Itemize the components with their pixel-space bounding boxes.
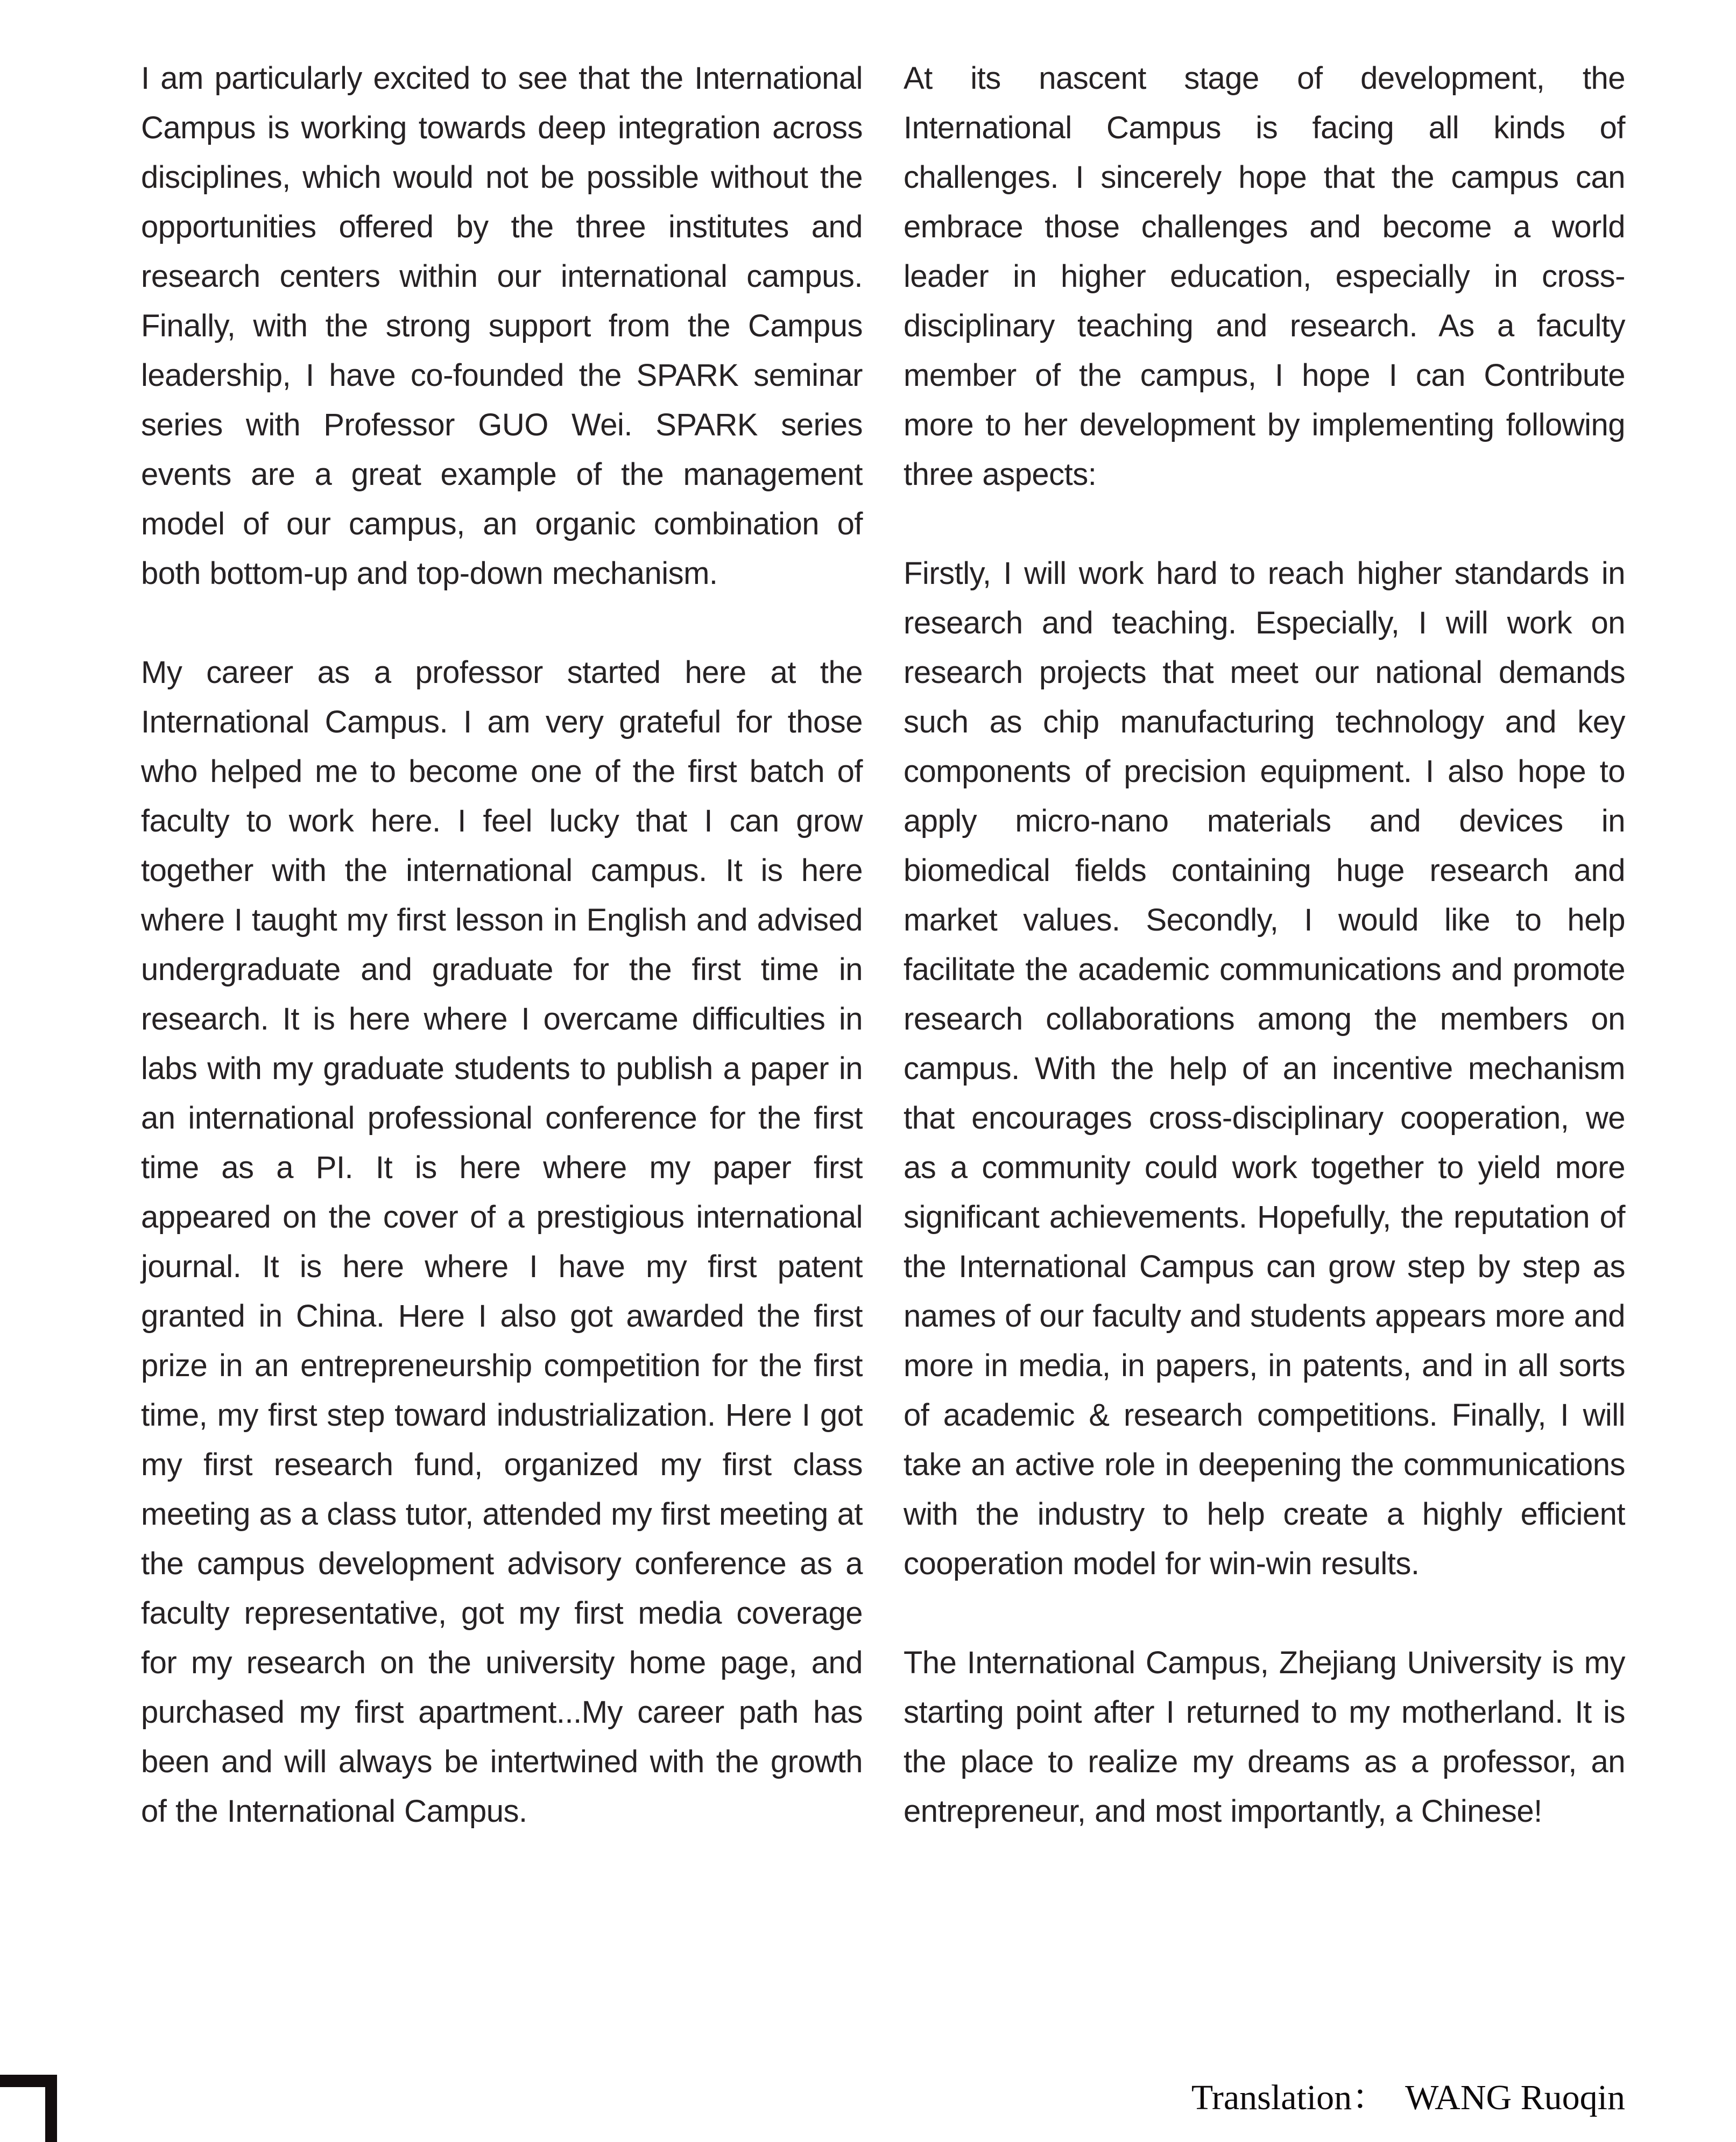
left-column xyxy=(141,54,863,1836)
corner-bracket-decoration xyxy=(45,2075,57,2142)
right-column xyxy=(904,54,1625,1836)
translator-name: WANG Ruoqin xyxy=(1405,2078,1625,2117)
paragraph: Firstly, I will work hard to reach higher standards in research and teaching. Especially, I will work on research projects that meet our national demands such as chip manufacturing technology and key components of precision equipment. I also hope to apply micro-nano materials and devices in biomedical fields containing huge research and market values. Secondly, I would like to help facilitate the academic communications and promote research collaborations among the members on campus. With the help of an incentive mechanism that encourages cross-disciplinary cooperation, we as a community could work together to yield more significant achievements. Hopefully, the reputation of the International Campus can grow step by step as names of our faculty and students appears more and more in media, in papers, in patents, and in all sorts of academic & research competitions. Finally, I will take an active role in deepening the communications with the industry to help create a highly efficient cooperation model for win-win results. xyxy=(904,556,1625,1581)
translation-label: Translation： xyxy=(1191,2078,1388,2117)
paragraph: I am particularly excited to see that the International Campus is working towards deep integration across disciplines, which would not be possible without the opportunities offered by the three institutes and research centers within our international campus. Finally, with the strong support from the Campus leadership, I have co-founded the SPARK seminar series with Professor GUO Wei. SPARK series events are a great example of the management model of our campus, an organic combination of both bottom-up and top-down mechanism. xyxy=(141,61,863,591)
paragraph: At its nascent stage of development, the International Campus is facing all kinds of challenges. I sincerely hope that the campus can embrace those challenges and become a world leader in higher education, especially in cross-disciplinary teaching and research. As a faculty member of the campus, I hope I can Contribute more to her development by implementing following three aspects: xyxy=(904,61,1625,492)
paragraph: The International Campus, Zhejiang University is my starting point after I returned to my motherland. It is the place to realize my dreams as a professor, an entrepreneur, and most importantly, a Chinese! xyxy=(904,1645,1625,1829)
paragraph: My career as a professor started here at the International Campus. I am very grateful for those who helped me to become one of the first batch of faculty to work here. I feel lucky that I can grow together with the international campus. It is here where I taught my first lesson in English and advised undergraduate and graduate for the first time in research. It is here where I overcame difficulties in labs with my graduate students to publish a paper in an international professional conference for the first time as a PI. It is here where my paper first appeared on the cover of a prestigious international journal. It is here where I have my first patent granted in China. Here I also got awarded the first prize in an entrepreneurship competition for the first time, my first step toward industrialization. Here I got my first research fund, organized my first class meeting as a class tutor, attended my first meeting at the campus development advisory conference as a faculty representative, got my first media coverage for my research on the university home page, and purchased my first apartment...My career path has been and will always be intertwined with the growth of the International Campus. xyxy=(141,655,863,1829)
translation-credit xyxy=(1191,2076,1625,2119)
article-body xyxy=(141,54,1625,1836)
